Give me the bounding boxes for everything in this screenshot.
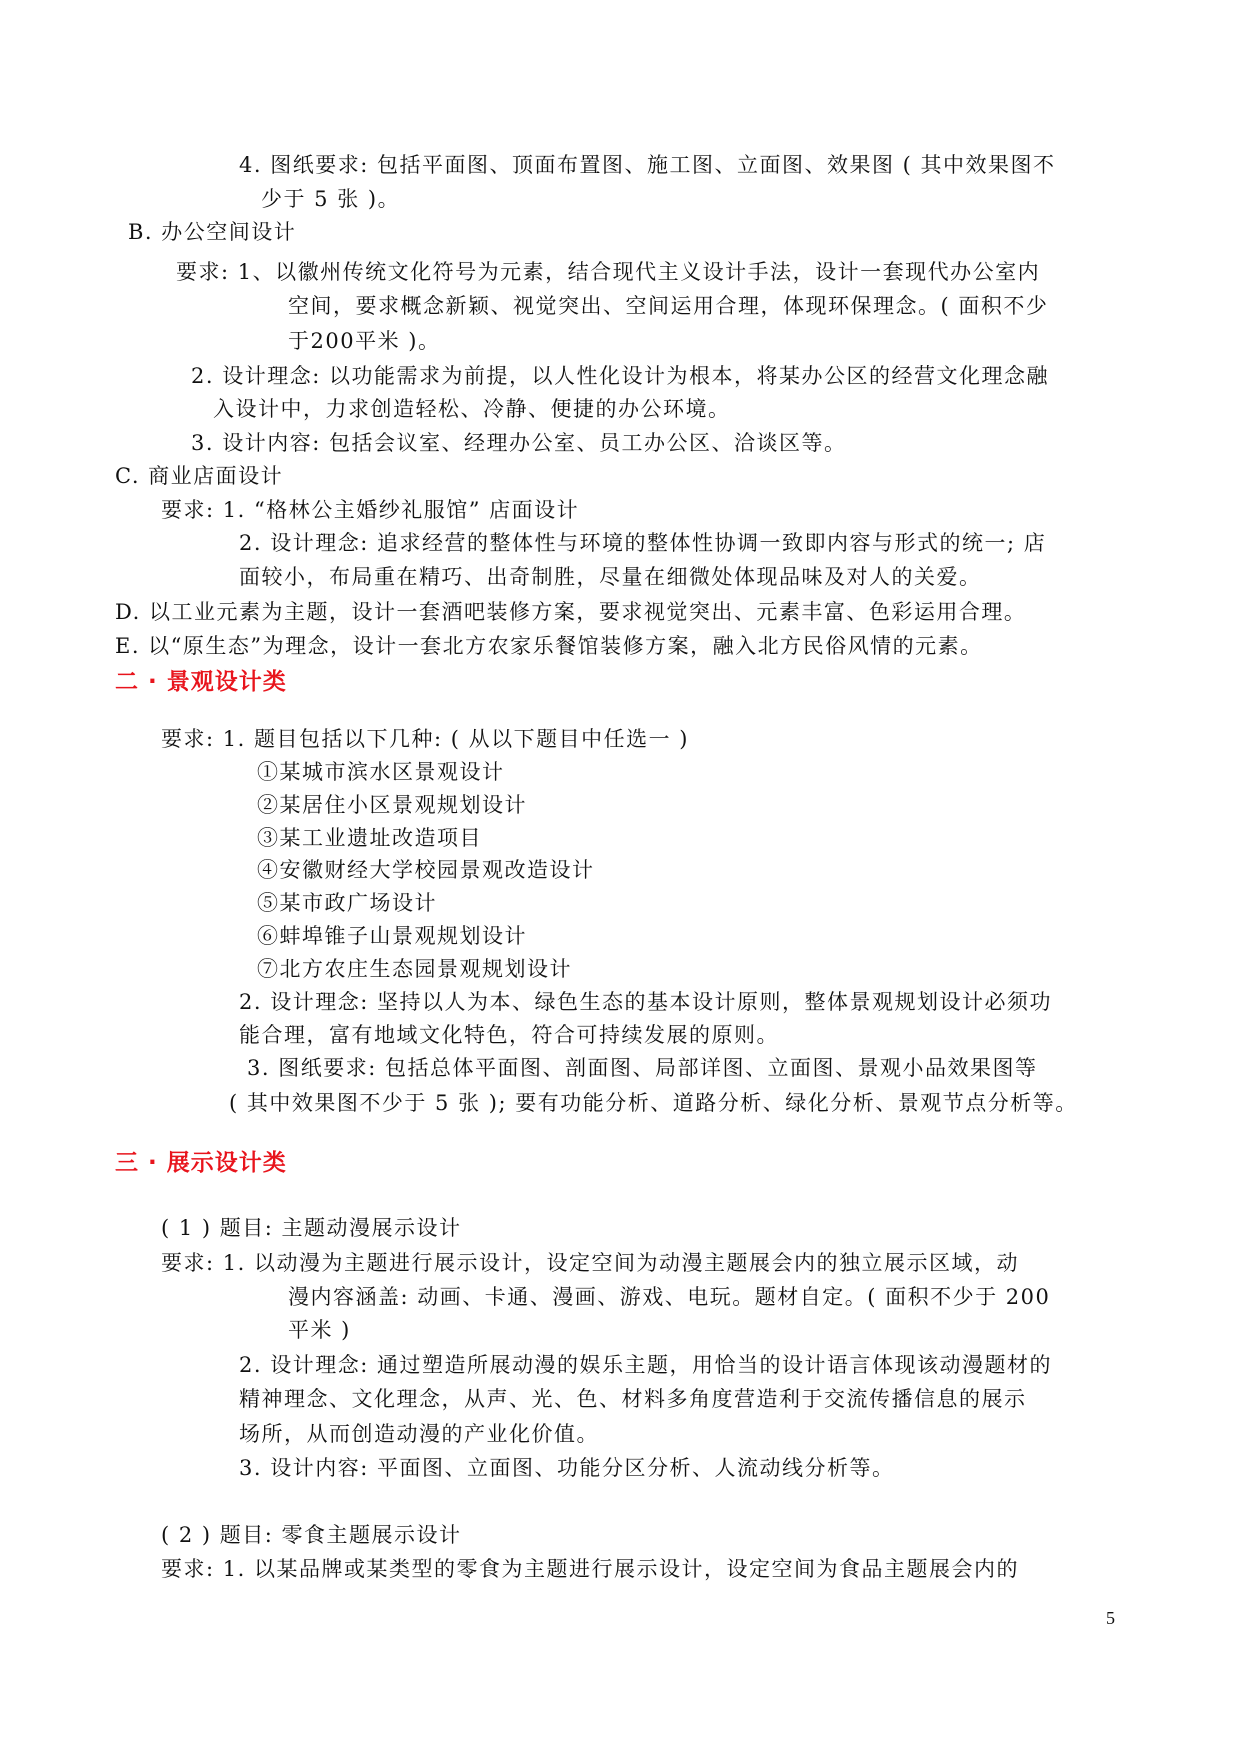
text-line: ( 其中效果图不少于 5 张 ); 要有功能分析、道路分析、绿化分析、景观节点分析等。 [229,1091,1078,1115]
page-number: 5 [1106,1608,1115,1628]
text-line: 4. 图纸要求: 包括平面图、顶面布置图、施工图、立面图、效果图 ( 其中效果图不 [239,153,1056,177]
text-line: ③某工业遗址改造项目 [257,826,482,850]
text-line: 精神理念、文化理念，从声、光、色、材料多角度营造利于交流传播信息的展示 [239,1387,1027,1411]
text-line: 要求: 1、以徽州传统文化符号为元素，结合现代主义设计手法，设计一套现代办公室内 [176,260,1041,284]
text-line: 漫内容涵盖: 动画、卡通、漫画、游戏、电玩。题材自定。( 面积不少于 200 [288,1285,1051,1309]
text-line: ①某城市滨水区景观设计 [257,760,505,784]
text-line: 入设计中，力求创造轻松、冷静、便捷的办公环境。 [213,397,731,421]
text-line: 3. 设计内容: 平面图、立面图、功能分区分析、人流动线分析等。 [239,1456,895,1480]
text-line: ⑦北方农庄生态园景观规划设计 [257,957,572,981]
text-line: ( 2 ) 题目: 零食主题展示设计 [161,1523,462,1547]
text-line: 2. 设计理念: 追求经营的整体性与环境的整体性协调一致即内容与形式的统一; 店 [239,531,1047,555]
text-line: ( 1 ) 题目: 主题动漫展示设计 [161,1216,462,1240]
text-line: 场所，从而创造动漫的产业化价值。 [239,1422,599,1446]
text-line: 空间，要求概念新颖、视觉突出、空间运用合理，体现环保理念。( 面积不少 [288,294,1049,318]
text-line: 要求: 1. “格林公主婚纱礼服馆” 店面设计 [161,498,580,522]
section-heading: 二 · 景观设计类 [115,669,287,695]
text-line: 于200平米 )。 [288,329,441,353]
text-line: 要求: 1. 题目包括以下几种: ( 从以下题目中任选一 ) [161,727,689,751]
text-line: 能合理，富有地域文化特色，符合可持续发展的原则。 [239,1023,779,1047]
text-line: ②某居住小区景观规划设计 [257,793,527,817]
text-line: 要求: 1. 以某品牌或某类型的零食为主题进行展示设计，设定空间为食品主题展会内的 [161,1557,1019,1581]
text-line: ⑥蚌埠锥子山景观规划设计 [257,924,527,948]
text-line: 2. 设计理念: 坚持以人为本、绿色生态的基本设计原则，整体景观规划设计必须功 [239,990,1052,1014]
text-line: ⑤某市政广场设计 [257,891,437,915]
text-line: 平米 ) [288,1318,351,1342]
text-line: 3. 图纸要求: 包括总体平面图、剖面图、局部详图、立面图、景观小品效果图等 [247,1056,1038,1080]
section-heading: 三 · 展示设计类 [115,1150,287,1176]
text-line: 面较小，布局重在精巧、出奇制胜，尽量在细微处体现品味及对人的关爱。 [239,565,982,589]
text-line: 2. 设计理念: 以功能需求为前提，以人性化设计为根本，将某办公区的经营文化理念融 [191,364,1049,388]
text-line: E. 以“原生态”为理念，设计一套北方农家乐餐馆装修方案，融入北方民俗风情的元素。 [115,634,983,658]
text-line: B. 办公空间设计 [128,220,297,244]
text-line: 2. 设计理念: 通过塑造所展动漫的娱乐主题，用恰当的设计语言体现该动漫题材的 [239,1353,1052,1377]
text-line: C. 商业店面设计 [115,464,284,488]
text-line: ④安徽财经大学校园景观改造设计 [257,858,595,882]
text-line: 要求: 1. 以动漫为主题进行展示设计，设定空间为动漫主题展会内的独立展示区域，动 [161,1251,1019,1275]
text-line: D. 以工业元素为主题，设计一套酒吧装修方案，要求视觉突出、元素丰富、色彩运用合理。 [115,600,1027,624]
text-line: 3. 设计内容: 包括会议室、经理办公室、员工办公区、洽谈区等。 [191,431,847,455]
text-line: 少于 5 张 )。 [261,187,401,211]
